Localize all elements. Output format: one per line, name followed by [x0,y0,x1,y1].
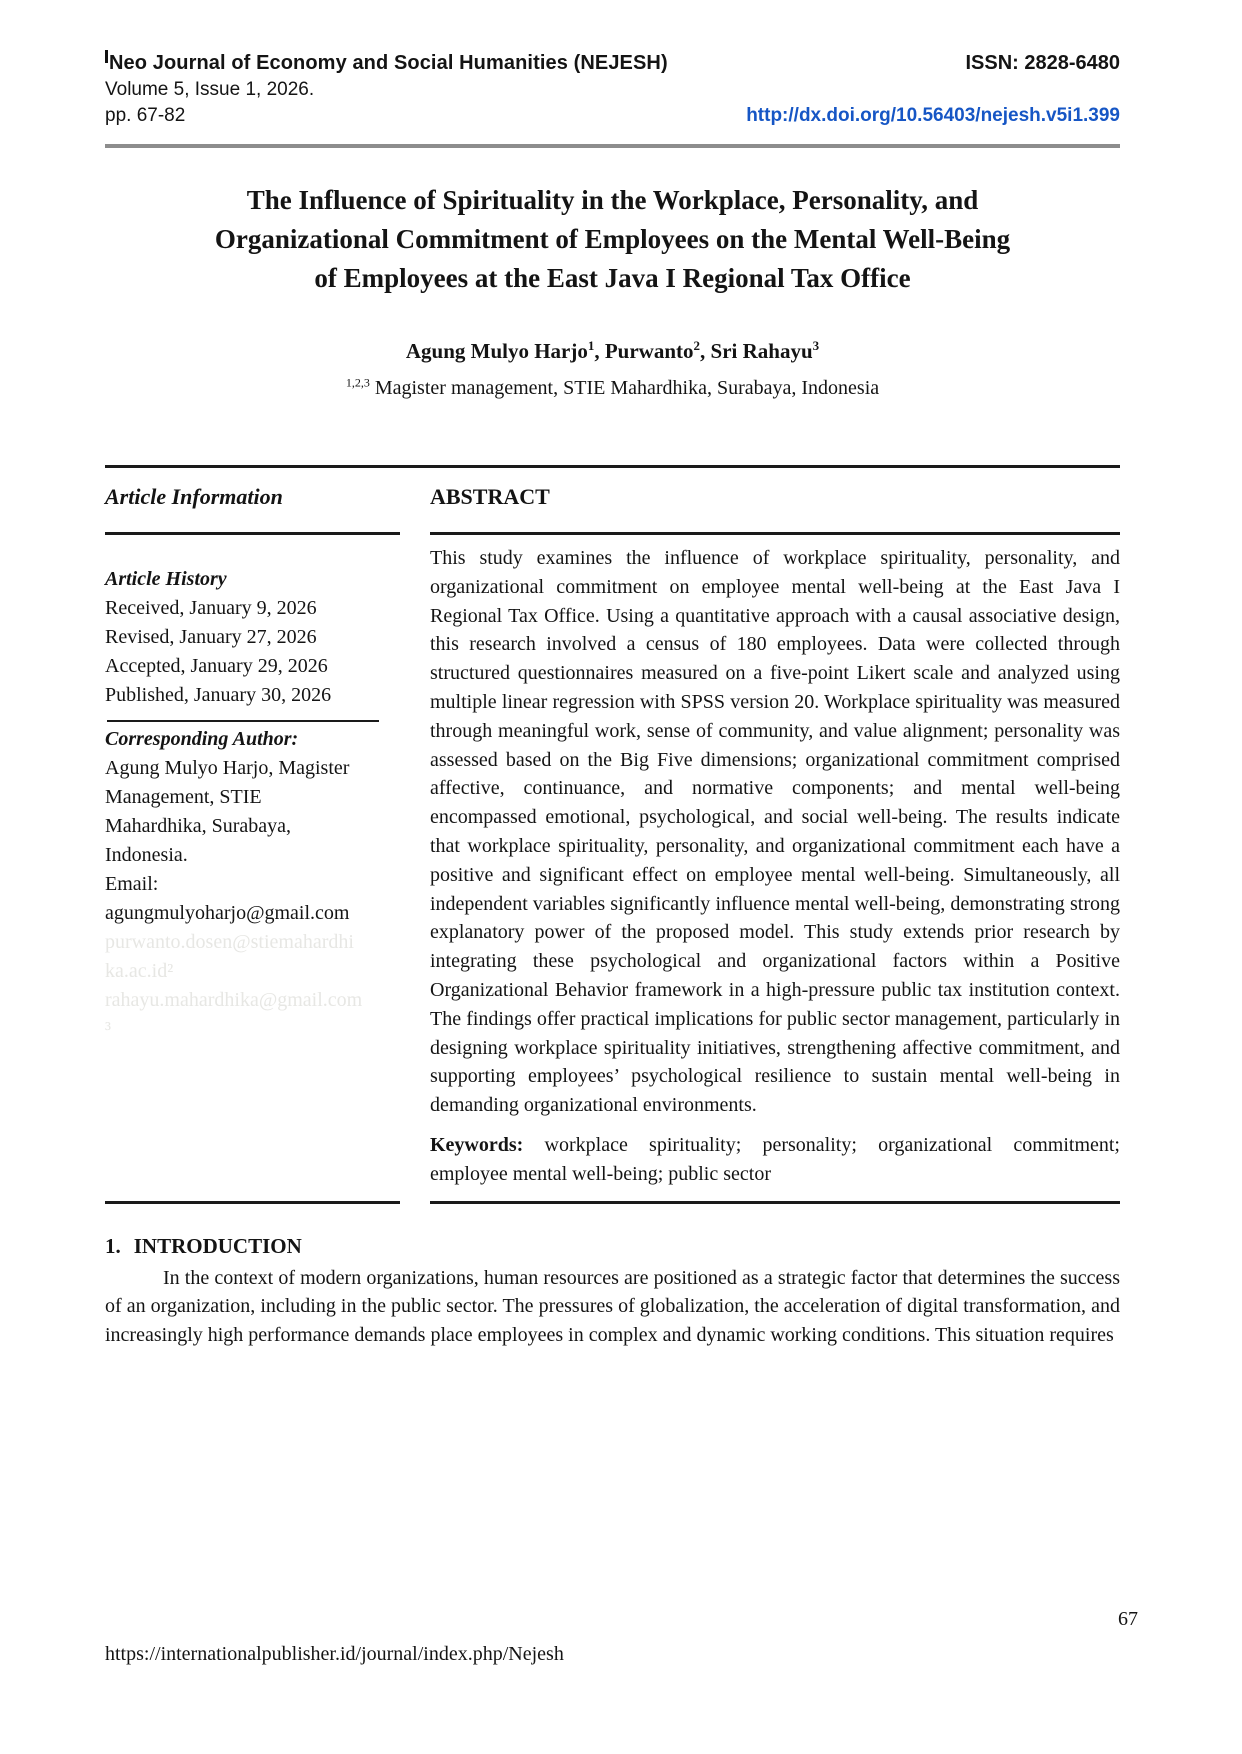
corresponding-line: Management, STIE [105,786,262,808]
history-received: Received, January 9, 2026 [105,597,317,619]
history-published: Published, January 30, 2026 [105,684,332,706]
title-line: The Influence of Spirituality in the Workplace, Personality, and [246,185,979,215]
faded-email-line: ka.ac.id² [105,960,174,982]
author: Sri Rahayu$^3$ [710,338,820,363]
title-line: Organizational Commitment of Employees on the Mental Well-Being [214,224,1011,254]
article-information-heading: Article Information [105,468,400,535]
pages-range: pp. 67-82 [105,105,186,126]
corresponding-line: Indonesia. [105,844,188,866]
title-line: of Employees at the East Java I Regional Tax Office [314,263,911,293]
abstract-heading: ABSTRACT [430,468,1120,535]
header-divider [105,144,1120,148]
volume-issue-line: Volume 5, Issue 1, 2026. [105,79,315,100]
text-cursor-artifact [105,50,108,63]
faded-email-line: purwanto.dosen@stiemahardhi [105,931,354,953]
introduction-heading [105,1234,1120,1259]
authors-line: Agung Mulyo Harjo$^1$, Purwanto$^2$, Sri Rahayu$^3$ [405,338,820,363]
author: Agung Mulyo Harjo$^1$ [405,338,595,363]
corresponding-line: Mahardhika, Surabaya, [105,815,292,837]
doi-link[interactable]: http://dx.doi.org/10.56403/nejesh.v5i1.399 [746,105,1120,126]
history-revised: Revised, January 27, 2026 [105,626,317,648]
corresponding-line: Agung Mulyo Harjo, Magister [105,757,350,779]
article-title [105,181,1120,298]
history-divider [107,720,379,722]
introduction-section [105,1234,1120,1350]
faded-email-line: rahayu.mahardhika@gmail.com [105,989,363,1011]
abstract-panel [430,468,1120,1204]
page-number: 67 [1118,1608,1138,1630]
page-header [105,52,1120,127]
author: Purwanto$^2$ [604,338,701,363]
journal-name-text: Neo Journal of Economy and Social Humanities (NEJESH) [109,52,668,74]
introduction-paragraph: In the context of modern organizations, human resources are positioned as a strategic factor that determines the success of an organization, including in the public sector. The pressures of globalization, the acceleration of digital transformation, and increasingly high performance demands place employees in complex and dynamic working conditions. This situation requires [105,1266,1120,1346]
corresponding-author-heading: Corresponding Author: [105,728,299,750]
email-label: Email: [105,873,159,895]
section-title: INTRODUCTION [133,1233,302,1258]
faded-email-line: ³ [105,1018,111,1040]
article-information-panel [105,468,400,1204]
corresponding-email: agungmulyoharjo@gmail.com [105,902,350,924]
journal-site-url: https://internationalpublisher.id/journal/index.php/Nejesh [105,1643,564,1665]
keywords-text: workplace spirituality; personality; organizational commitment; employee mental well-being; public sector [430,1133,1120,1185]
issn-label: ISSN: 2828-6480 [965,52,1120,74]
journal-name [105,52,668,75]
keywords-label: Keywords: [430,1133,524,1156]
history-accepted: Accepted, January 29, 2026 [105,655,328,677]
section-number: 1. [105,1233,121,1258]
affiliation-line: $^{1,2,3}$ Magister management, STIE Mahardhika, Surabaya, Indonesia [345,375,880,399]
article-history-heading: Article History [105,568,227,590]
abstract-text: This study examines the influence of workplace spirituality, personality, and organizational commitment on employee mental well-being at the East Java I Regional Tax Office. Using a quantitative approach with a causal associative design, this research involved a census of 180 employees. Data were collected through structured questionnaires measured on a five-point Likert scale and analyzed using multiple linear regression with SPSS version 20. Workplace spirituality was measured through meaningful work, sense of community, and value alignment; personality was assessed based on the Big Five dimensions; organizational commitment comprised affective, continuance, and normative components; and mental well-being encompassed emotional, psychological, and social well-being. The results indicate that workplace spirituality, personality, and organizational commitment each have a positive and significant effect on employee mental well-being. Simultaneously, all independent variables significantly influence mental well-being, demonstrating strong explanatory power of the proposed model. This study extends prior research by integrating these psychological and organizational factors within a Positive Organizational Behavior framework in a high-pressure public tax institution context. The findings offer practical implications for public sector management, particularly in designing workplace spirituality initiatives, strengthening affective commitment, and supporting employees’ psychological resilience to sustain mental well-being in demanding organizational environments. [430,547,1120,1117]
keywords-line [430,1131,1120,1189]
info-abstract-section [105,468,1120,1204]
